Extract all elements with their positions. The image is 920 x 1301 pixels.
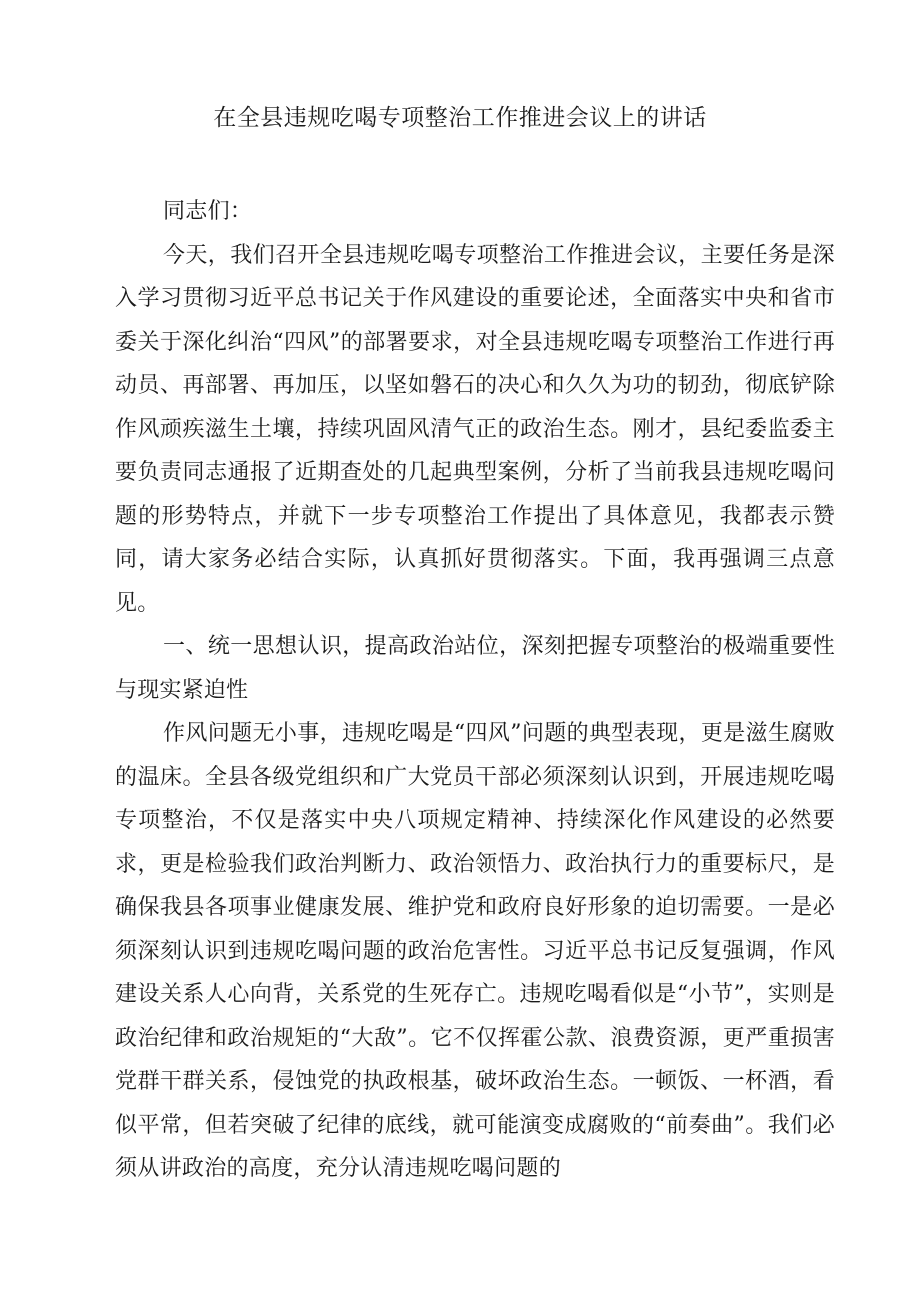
section-1-heading: 一、统一思想认识，提高政治站位，深刻把握专项整治的极端重要性与现实紧迫性 — [115, 634, 835, 703]
greeting: 同志们： — [163, 199, 253, 224]
section-1-paragraph: 作风问题无小事，违规吃喝是“四风”问题的典型表现，更是滋生腐败的温床。全县各级党组织和广大党员干部必须深刻认识到，开展违规吃喝专项整治，不仅是落实中央八项规定精神、持续深化作风建设的必然要求，更是检验我们政治判断力、政治领悟力、政治执行力的重要标尺，是确保我县各项事业健康发展、维护党和政府良好形象的迫切需要。一是必须深刻认识到违规吃喝问题的政治危害性。习近平总书记反复强调，作风建设关系人心向背，关系党的生死存亡。违规吃喝看似是“小节”，实则是政治纪律和政治规矩的“大敌”。它不仅挥霍公款、浪费资源，更严重损害党群干群关系，侵蚀党的执政根基，破坏政治生态。一顿饭、一杯酒，看似平常，但若突破了纪律的底线，就可能演变成腐败的“前奏曲”。我们必须从讲政治的高度，充分认清违规吃喝问题的 — [115, 721, 835, 1181]
document-title: 在全县违规吃喝专项整治工作推进会议上的讲话 — [213, 105, 707, 131]
intro-paragraph: 今天，我们召开全县违规吃喝专项整治工作推进会议，主要任务是深入学习贯彻习近平总书记关于作风建设的重要论述，全面落实中央和省市委关于深化纠治“四风”的部署要求，对全县违规吃喝专项整治工作进行再动员、再部署、再加压，以坚如磐石的决心和久久为功的韧劲，彻底铲除作风顽疾滋生土壤，持续巩固风清气正的政治生态。刚才，县纪委监委主要负责同志通报了近期查处的几起典型案例，分析了当前我县违规吃喝问题的形势特点，并就下一步专项整治工作提出了具体意见，我都表示赞同，请大家务必结合实际，认真抓好贯彻落实。下面，我再强调三点意见。 — [115, 242, 835, 616]
document-body — [115, 190, 835, 1191]
